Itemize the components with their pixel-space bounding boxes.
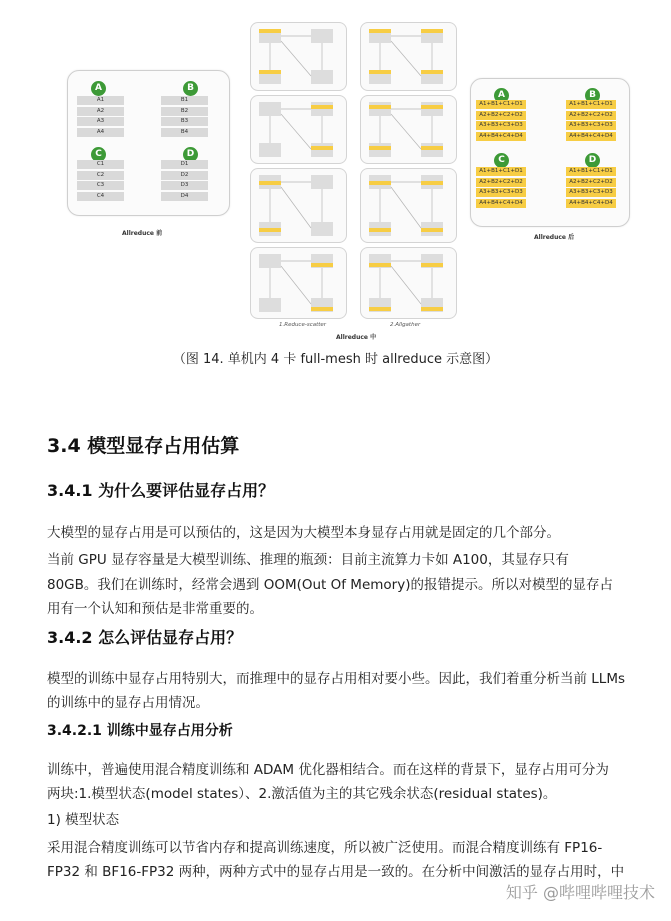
before-data-cell: B2 [161,107,208,116]
paragraph-2-line-3: 用有一个认知和预估是非常重要的。 [47,601,263,617]
list-item-1: 1) 模型状态 [47,812,120,828]
before-data-cell: C4 [77,192,124,201]
after-data-cell: A4+B4+C4+D4 [566,132,616,141]
before-title: Allreduce 前 [122,230,163,237]
section-heading-3-4: 3.4 模型显存占用估算 [47,435,240,457]
after-data-cell: A3+B3+C3+D3 [566,121,616,130]
transfer-arrows [251,23,346,92]
step1-label: 1.Reduce-scatter [279,322,327,328]
allgather-step [360,247,457,319]
before-data-cell: D4 [161,192,208,201]
heading-3-4-1: 3.4.1 为什么要评估显存占用？ [47,481,275,500]
heading-3-4-2-1: 3.4.2.1 训练中显存占用分析 [47,723,233,739]
before-data-cell: A2 [77,107,124,116]
transfer-arrows [251,248,346,320]
before-data-cell: A1 [77,96,124,105]
paragraph-4-line-2: 两块:1.模型状态(model states）、2.激活值为主的其它残余状态(residual states)。 [47,786,557,802]
after-data-cell: A1+B1+C1+D1 [566,100,616,109]
allgather-step [360,22,457,91]
figure-caption: （图 14. 单机内 4 卡 full-mesh 时 allreduce 示意图） [172,352,499,367]
heading-3-4-2: 3.4.2 怎么评估显存占用？ [47,628,243,647]
middle-title: Allreduce 中 [336,334,377,341]
before-gpu-a-badge: A [91,81,106,96]
after-data-cell: A4+B4+C4+D4 [566,199,616,208]
reduce-scatter-step [250,22,347,91]
after-gpu-b-badge: B [585,88,600,103]
paragraph-5-line-1: 采用混合精度训练可以节省内存和提高训练速度，所以被广泛使用。而混合精度训练有 FP16- [47,840,603,856]
before-data-cell: D1 [161,160,208,169]
paragraph-5-line-2: FP32 和 BF16-FP32 两种，两种方式中的显存占用是一致的。在分析中间激活的显存占用时，中 [47,864,625,880]
after-data-cell: A3+B3+C3+D3 [476,121,526,130]
after-data-cell: A2+B2+C2+D2 [566,178,616,187]
transfer-arrows [251,96,346,165]
reduce-scatter-step [250,247,347,319]
after-data-cell: A2+B2+C2+D2 [476,178,526,187]
before-data-cell: B3 [161,117,208,126]
after-data-cell: A3+B3+C3+D3 [566,188,616,197]
paragraph-3-line-2: 的训练中的显存占用情况。 [47,695,209,711]
before-data-cell: B1 [161,96,208,105]
before-data-cell: C2 [77,171,124,180]
before-data-cell: D2 [161,171,208,180]
transfer-arrows [361,169,456,244]
after-gpu-d-badge: D [585,153,600,168]
watermark: 知乎 @哔哩哔哩技术 [505,883,655,902]
transfer-arrows [361,96,456,165]
before-gpu-b-badge: B [183,81,198,96]
transfer-arrows [361,248,456,320]
before-data-cell: C3 [77,181,124,190]
transfer-arrows [361,23,456,92]
after-data-cell: A4+B4+C4+D4 [476,199,526,208]
before-data-cell: A3 [77,117,124,126]
after-data-cell: A3+B3+C3+D3 [476,188,526,197]
paragraph-1: 大模型的显存占用是可以预估的，这是因为大模型本身显存占用就是固定的几个部分。 [47,525,560,541]
before-data-cell: C1 [77,160,124,169]
before-data-cell: A4 [77,128,124,137]
before-data-cell: D3 [161,181,208,190]
paragraph-4-line-1: 训练中，普遍使用混合精度训练和 ADAM 优化器相结合。而在这样的背景下，显存占用可分为 [47,762,609,778]
paragraph-3-line-1: 模型的训练中显存占用特别大，而推理中的显存占用相对要小些。因此，我们着重分析当前 LLMs [47,671,626,687]
reduce-scatter-step [250,95,347,164]
after-data-cell: A1+B1+C1+D1 [476,167,526,176]
before-gpu-d-badge: D [183,147,198,162]
allreduce-figure [0,0,671,345]
paragraph-2-line-1: 当前 GPU 显存容量是大模型训练、推理的瓶颈：目前主流算力卡如 A100，其显存只有 [47,552,569,568]
after-title: Allreduce 后 [534,234,575,241]
before-gpu-c-badge: C [91,147,106,162]
allgather-step [360,168,457,243]
after-data-cell: A1+B1+C1+D1 [476,100,526,109]
after-data-cell: A4+B4+C4+D4 [476,132,526,141]
after-gpu-a-badge: A [494,88,509,103]
paragraph-2-line-2: 80GB。我们在训练时，经常会遇到 OOM(Out Of Memory)的报错提示。所以对模型的显存占 [47,577,613,593]
after-data-cell: A2+B2+C2+D2 [566,111,616,120]
after-data-cell: A2+B2+C2+D2 [476,111,526,120]
reduce-scatter-step [250,168,347,243]
after-data-cell: A1+B1+C1+D1 [566,167,616,176]
transfer-arrows [251,169,346,244]
after-gpu-c-badge: C [494,153,509,168]
before-data-cell: B4 [161,128,208,137]
allgather-step [360,95,457,164]
step2-label: 2.Allgather [390,322,421,328]
